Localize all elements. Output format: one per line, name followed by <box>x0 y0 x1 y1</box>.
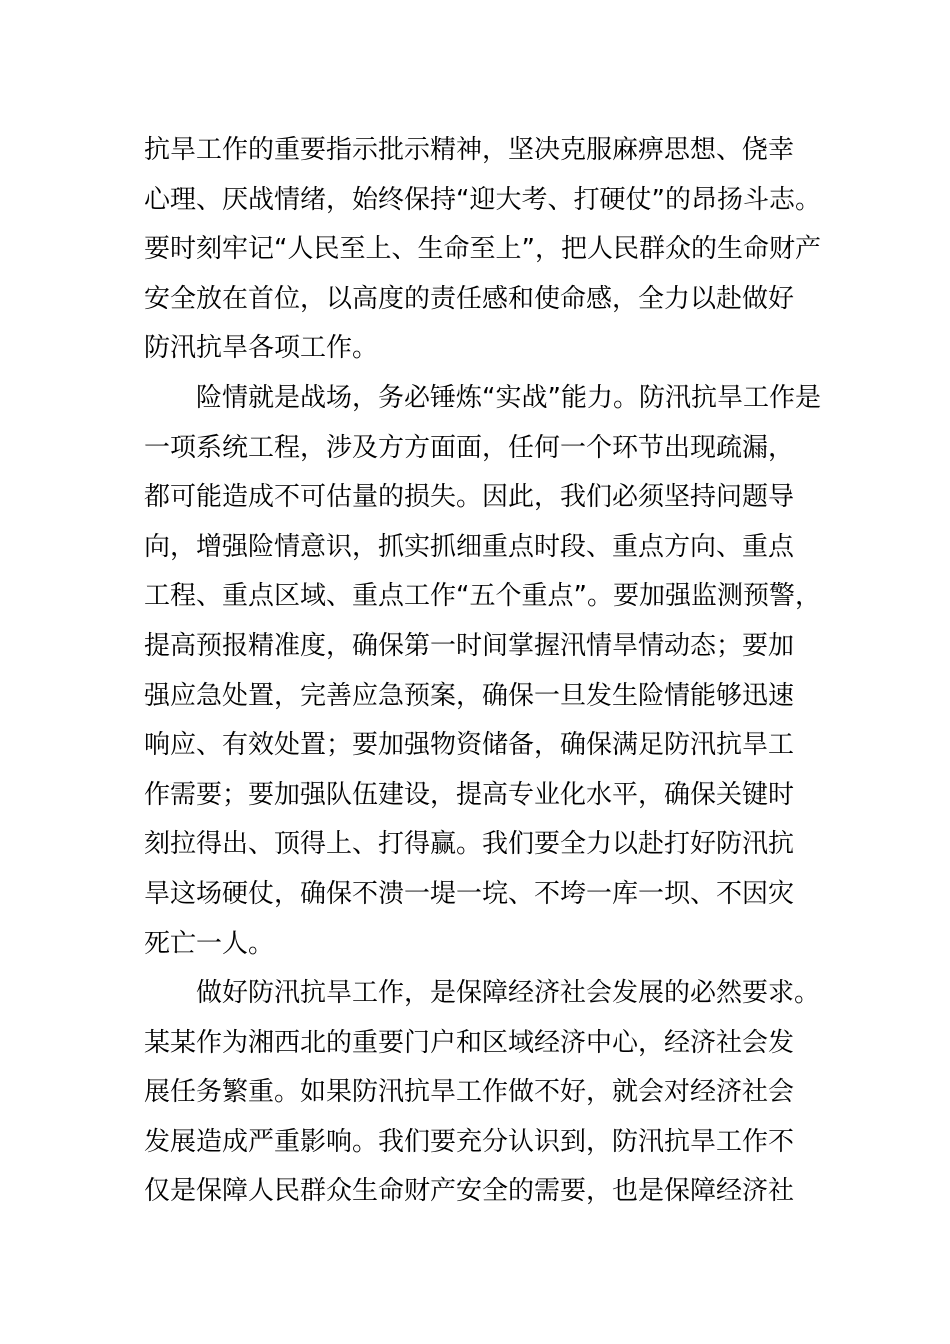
paragraph-start-line: 做好防汛抗旱工作，是保障经济社会发展的必然要求。 <box>196 978 821 1009</box>
text-line: 提高预报精准度，确保第一时间掌握汛情旱情动态；要加 <box>144 630 795 661</box>
text-line: 刻拉得出、顶得上、打得赢。我们要全力以赴打好防汛抗 <box>144 829 795 860</box>
text-line: 旱这场硬仗，确保不溃一堤一垸、不垮一库一坝、不因灾 <box>144 878 795 909</box>
text-line: 发展造成严重影响。我们要充分认识到，防汛抗旱工作不 <box>144 1126 795 1157</box>
body-text <box>144 126 821 1217</box>
text-line: 要时刻牢记“人民至上、生命至上”，把人民群众的生命财产 <box>144 234 821 265</box>
text-line: 向，增强险情意识，抓实抓细重点时段、重点方向、重点 <box>144 531 795 562</box>
text-line: 安全放在首位，以高度的责任感和使命感，全力以赴做好 <box>144 283 795 314</box>
text-line: 强应急处置，完善应急预案，确保一旦发生险情能够迅速 <box>144 680 795 711</box>
paragraph-start-line: 险情就是战场，务必锤炼“实战”能力。防汛抗旱工作是 <box>196 382 821 413</box>
text-line: 展任务繁重。如果防汛抗旱工作做不好，就会对经济社会 <box>144 1077 795 1108</box>
text-line: 响应、有效处置；要加强物资储备，确保满足防汛抗旱工 <box>144 730 795 761</box>
text-line: 心理、厌战情绪，始终保持“迎大考、打硬仗”的昂扬斗志。 <box>144 184 821 215</box>
text-line: 防汛抗旱各项工作。 <box>144 333 379 364</box>
text-line: 抗旱工作的重要指示批示精神，坚决克服麻痹思想、侥幸 <box>144 135 795 165</box>
text-line: 作需要；要加强队伍建设，提高专业化水平，确保关键时 <box>144 779 795 810</box>
text-line: 某某作为湘西北的重要门户和区域经济中心，经济社会发 <box>144 1027 795 1058</box>
text-line: 死亡一人。 <box>144 928 275 959</box>
text-line: 一项系统工程，涉及方方面面，任何一个环节出现疏漏， <box>144 432 795 463</box>
text-line: 都可能造成不可估量的损失。因此，我们必须坚持问题导 <box>144 482 795 513</box>
text-line: 仅是保障人民群众生命财产安全的需要，也是保障经济社 <box>144 1176 795 1207</box>
text-line: 工程、重点区域、重点工作“五个重点”。要加强监测预警， <box>144 581 821 612</box>
